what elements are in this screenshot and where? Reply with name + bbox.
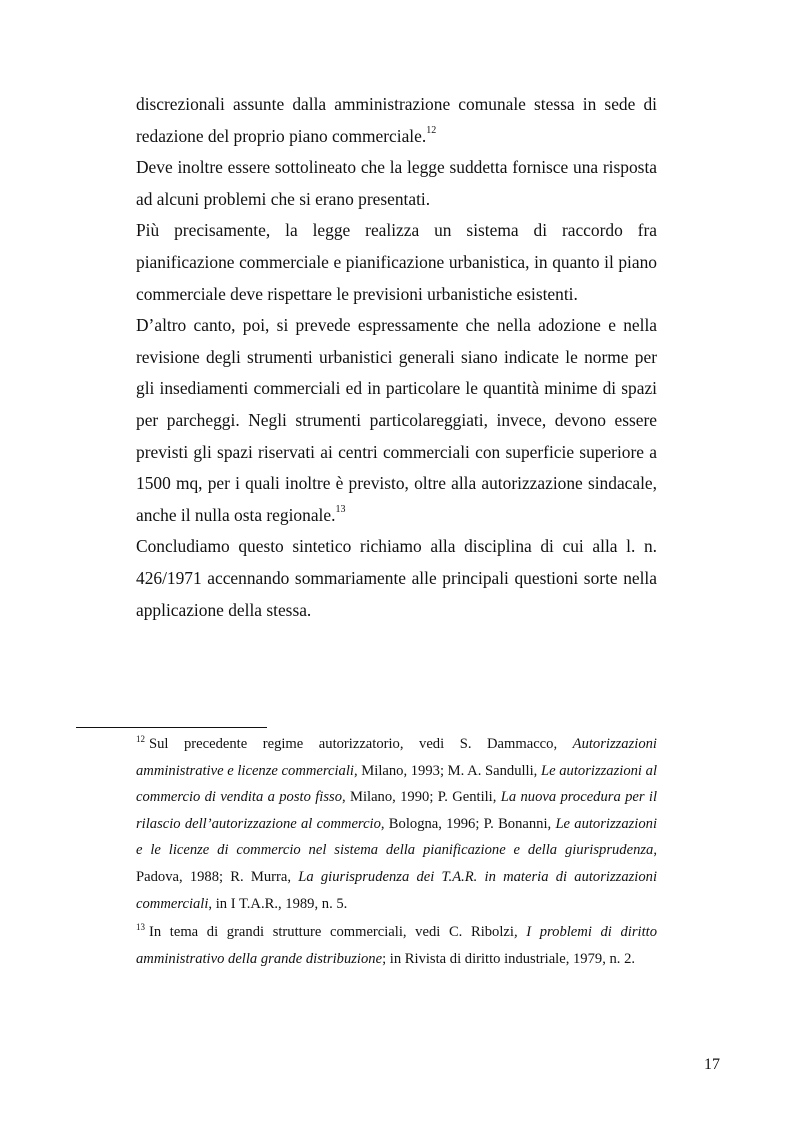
page-number: 17 xyxy=(704,1056,720,1073)
paragraph: D’altro canto, poi, si prevede espressamente che nella adozione e nella revisione degli strumenti urbanistici generali siano indicate le norme per gli insediamenti commerciali ed in particolare le quantità minime di spazi per parcheggi. Negli strumenti particolareggiati, invece, devono essere previsti gli spazi riservati ai centri commerciali con superficie superiore a 1500 mq, per i quali inoltre è previsto, oltre alla autorizzazione sindacale, anche il nulla osta regionale.$^{13}$ xyxy=(136,315,657,525)
paragraph: Deve inoltre essere sottolineato che la legge suddetta fornisce una risposta ad alcuni problemi che si erano presentati. xyxy=(136,157,657,209)
footnote-12: $^{12}$ Sul precedente regime autorizzatorio, vedi S. Dammacco, Autorizzazioni amministrative e licenze commerciali, Milano, 1993; M. A. Sandulli, Le autorizzazioni al commercio di vendita a posto fisso, Milano, 1990; P. Gentili, La nuova procedura per il rilascio dell’autorizzazione al commercio, Bologna, 1996; P. Bonanni, Le autorizzazioni e le licenze di commercio nel sistema della pianificazione e della giurisprudenza, Padova, 1988; R. Murra, La giurisprudenza dei T.A.R. in materia di autorizzazioni commerciali, in I T.A.R., 1989, n. 5. xyxy=(136,734,658,912)
footnote-ref-13[interactable]: 13 xyxy=(335,503,346,515)
footnote-mark: 12 xyxy=(136,734,145,745)
footnotes xyxy=(136,731,657,972)
footnote-ref-12[interactable]: 12 xyxy=(426,124,437,136)
footnote-13: $^{13}$ In tema di grandi strutture commerciali, vedi C. Ribolzi, I problemi di diritto amministrativo della grande distribuzione; in Rivista di diritto industriale, 1979, n. 2. xyxy=(136,922,657,967)
main-text xyxy=(136,89,657,626)
paragraph: Concludiamo questo sintetico richiamo alla disciplina di cui alla l. n. 426/1971 accennando sommariamente alle principali questioni sorte nella applicazione della stessa. xyxy=(136,536,657,620)
footnote-separator xyxy=(76,727,267,728)
paragraph: Più precisamente, la legge realizza un sistema di raccordo fra pianificazione commerciale e pianificazione urbanistica, in quanto il piano commerciale deve rispettare le previsioni urbanistiche esistenti. xyxy=(136,220,657,304)
paragraph: discrezionali assunte dalla amministrazione comunale stessa in sede di redazione del proprio piano commerciale.$^{12}$ xyxy=(136,94,657,146)
footnote-mark: 13 xyxy=(136,922,145,933)
